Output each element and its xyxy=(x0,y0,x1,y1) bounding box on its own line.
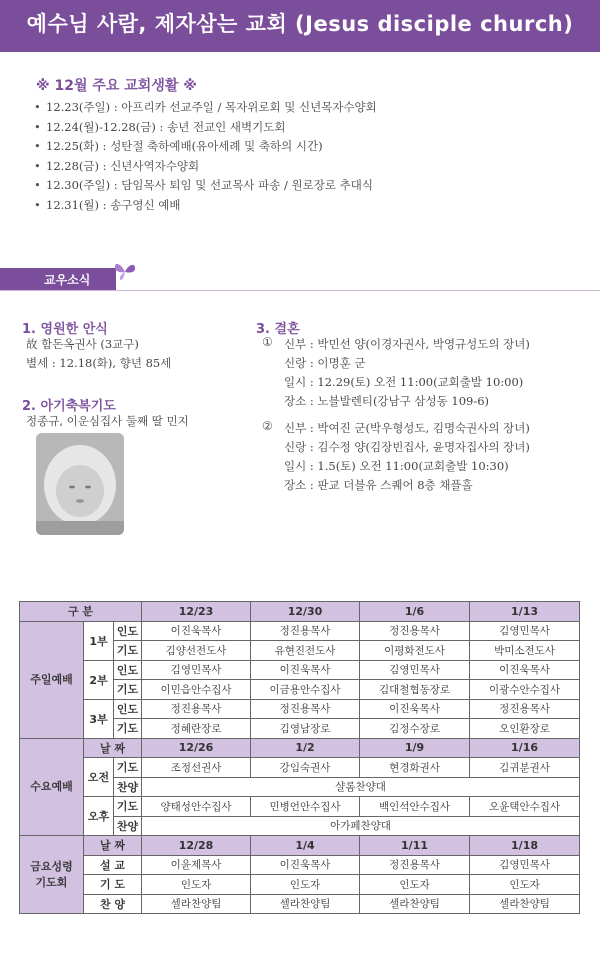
event-item: • 12.28(금) : 신년사역자수양회 xyxy=(34,157,377,177)
table-row xyxy=(20,621,580,641)
name-cell: 이진욱목사 xyxy=(251,660,360,680)
name-cell: 셀라찬양팀 xyxy=(470,894,580,914)
name-cell: 정진용목사 xyxy=(360,855,470,875)
eternal-rest-line: 별세 : 12.18(화), 향년 85세 xyxy=(26,356,172,370)
events-list xyxy=(34,98,377,215)
name-cell: 오윤택안수집사 xyxy=(470,797,580,817)
event-item: • 12.30(주일) : 담임목사 퇴임 및 선교목사 파송 / 원로장로 추대식 xyxy=(34,176,377,196)
name-cell: 이광수안수집사 xyxy=(470,680,580,700)
name-cell: 이진욱목사 xyxy=(142,621,251,641)
role-label: 기도 xyxy=(114,758,142,778)
name-cell: 양태성안수집사 xyxy=(142,797,251,817)
wedding-place: 장소 : 판교 더블유 스퀘어 8층 채플홀 xyxy=(284,478,473,492)
name-cell: 강임숙권사 xyxy=(251,758,360,778)
name-cell: 민병언안수집사 xyxy=(251,797,360,817)
baby-photo-image xyxy=(36,433,124,535)
wedding-bride: 신부 : 박여진 군(박우형성도, 김명숙권사의 장녀) xyxy=(284,421,530,435)
choir-cell: 아가페찬양대 xyxy=(142,816,580,836)
role-label: 기도 xyxy=(114,719,142,739)
wedding-date: 일시 : 1.5(토) 오전 11:00(교회출발 10:30) xyxy=(284,459,509,473)
name-cell: 김영민목사 xyxy=(142,660,251,680)
friday-label xyxy=(20,836,84,914)
service-label: 1부 xyxy=(84,621,114,660)
name-cell: 김영남장로 xyxy=(251,719,360,739)
wednesday-label: 수요예배 xyxy=(20,738,84,836)
choir-cell: 샬롬찬양대 xyxy=(142,777,580,797)
name-cell: 김영민목사 xyxy=(360,660,470,680)
wedding-number: ② xyxy=(262,419,273,433)
service-label: 오후 xyxy=(84,797,114,836)
news-tag-label: 교우소식 xyxy=(44,273,91,287)
name-cell: 김귀분권사 xyxy=(470,758,580,778)
name-cell: 이평화전도사 xyxy=(360,641,470,661)
wedding-date: 일시 : 12.29(토) 오전 11:00(교회출발 10:00) xyxy=(284,375,524,389)
name-cell: 이진욱목사 xyxy=(470,660,580,680)
name-cell: 이민읍안수집사 xyxy=(142,680,251,700)
name-cell: 김영민목사 xyxy=(470,621,580,641)
table-row xyxy=(20,855,580,875)
name-cell: 오인환장로 xyxy=(470,719,580,739)
date-label: 날 짜 xyxy=(84,836,142,856)
name-cell: 현경화권사 xyxy=(360,758,470,778)
event-item: • 12.23(주일) : 아프리카 선교주일 / 목자위로회 및 신년목자수양회 xyxy=(34,98,377,118)
role-label: 기도 xyxy=(114,641,142,661)
name-cell: 이진욱목사 xyxy=(360,699,470,719)
table-row xyxy=(20,797,580,817)
name-cell: 이진욱목사 xyxy=(251,855,360,875)
friday-label-line1: 금요성령 xyxy=(30,859,73,873)
baby-photo xyxy=(36,433,124,535)
name-cell: 셀라찬양팀 xyxy=(142,894,251,914)
date-cell: 1/18 xyxy=(470,836,580,856)
name-cell: 정진용목사 xyxy=(142,699,251,719)
role-label: 기 도 xyxy=(84,875,142,895)
date-cell: 12/28 xyxy=(142,836,251,856)
role-label: 기도 xyxy=(114,680,142,700)
table-row xyxy=(20,602,580,622)
name-cell: 인도자 xyxy=(470,875,580,895)
eternal-rest-heading: 1. 영원한 안식 xyxy=(22,322,108,337)
date-cell: 12/30 xyxy=(251,602,360,622)
table-row xyxy=(20,738,580,758)
name-cell: 정진용목사 xyxy=(251,621,360,641)
role-label: 찬양 xyxy=(114,816,142,836)
name-cell: 박미소전도사 xyxy=(470,641,580,661)
butterfly-icon xyxy=(112,260,138,282)
name-cell: 김양선전도사 xyxy=(142,641,251,661)
date-cell: 1/9 xyxy=(360,738,470,758)
table-row xyxy=(20,660,580,680)
friday-label-line2: 기도회 xyxy=(35,875,68,889)
date-cell: 1/2 xyxy=(251,738,360,758)
date-cell: 1/11 xyxy=(360,836,470,856)
name-cell: 이금용안수집사 xyxy=(251,680,360,700)
service-label: 3부 xyxy=(84,699,114,738)
role-label: 찬양 xyxy=(114,777,142,797)
name-cell: 인도자 xyxy=(142,875,251,895)
name-cell: 백인석안수집사 xyxy=(360,797,470,817)
wedding-bride: 신부 : 박민선 양(이경자권사, 박영규성도의 장녀) xyxy=(284,337,530,351)
role-label: 인도 xyxy=(114,699,142,719)
role-label: 인도 xyxy=(114,621,142,641)
date-cell: 1/6 xyxy=(360,602,470,622)
baby-blessing-heading: 2. 아기축복기도 xyxy=(22,399,116,414)
event-item: • 12.31(월) : 송구영신 예배 xyxy=(34,196,377,216)
baby-blessing-line: 정종규, 이운심집사 둘째 딸 민지 xyxy=(26,414,189,428)
name-cell: 김대철협동장로 xyxy=(360,680,470,700)
events-title: ※ 12월 주요 교회생활 ※ xyxy=(36,78,197,94)
service-label: 오전 xyxy=(84,758,114,797)
table-row xyxy=(20,894,580,914)
role-label: 설 교 xyxy=(84,855,142,875)
name-cell: 유현진전도사 xyxy=(251,641,360,661)
role-label: 인도 xyxy=(114,660,142,680)
name-cell: 정진용목사 xyxy=(360,621,470,641)
news-divider xyxy=(0,290,600,291)
name-cell: 김영민목사 xyxy=(470,855,580,875)
wedding-place: 장소 : 노블발렌티(강남구 삼성동 109-6) xyxy=(284,394,490,408)
date-cell: 12/23 xyxy=(142,602,251,622)
table-row xyxy=(20,875,580,895)
name-cell: 정혜란장로 xyxy=(142,719,251,739)
service-label: 2부 xyxy=(84,660,114,699)
name-cell: 정진용목사 xyxy=(251,699,360,719)
event-item: • 12.25(화) : 성탄절 축하예배(유아세례 및 축하의 시간) xyxy=(34,137,377,157)
header-label: 구 분 xyxy=(20,602,142,622)
role-label: 찬 양 xyxy=(84,894,142,914)
table-row xyxy=(20,699,580,719)
eternal-rest-line: 故 함돈옥권사 (3교구) xyxy=(26,337,139,351)
role-label: 기도 xyxy=(114,797,142,817)
date-label: 날 짜 xyxy=(84,738,142,758)
schedule-table xyxy=(19,601,580,914)
name-cell: 셀라찬양팀 xyxy=(360,894,470,914)
name-cell: 인도자 xyxy=(360,875,470,895)
table-row xyxy=(20,836,580,856)
sunday-label: 주일예배 xyxy=(20,621,84,738)
date-cell: 1/13 xyxy=(470,602,580,622)
table-row xyxy=(20,758,580,778)
wedding-groom: 신랑 : 김수정 양(김장빈집사, 윤명자집사의 장녀) xyxy=(284,440,530,454)
event-item: • 12.24(월)-12.28(금) : 송년 전교인 새벽기도회 xyxy=(34,118,377,138)
name-cell: 김정수장로 xyxy=(360,719,470,739)
date-cell: 1/16 xyxy=(470,738,580,758)
name-cell: 조정선권사 xyxy=(142,758,251,778)
wedding-heading: 3. 결혼 xyxy=(256,322,300,337)
wedding-groom: 신랑 : 이명훈 군 xyxy=(284,356,366,370)
name-cell: 셀라찬양팀 xyxy=(251,894,360,914)
page-title: 예수님 사람, 제자삼는 교회 (Jesus disciple church) xyxy=(26,12,574,36)
name-cell: 이윤제목사 xyxy=(142,855,251,875)
name-cell: 정진용목사 xyxy=(470,699,580,719)
wedding-number: ① xyxy=(262,335,273,349)
date-cell: 1/4 xyxy=(251,836,360,856)
name-cell: 인도자 xyxy=(251,875,360,895)
date-cell: 12/26 xyxy=(142,738,251,758)
